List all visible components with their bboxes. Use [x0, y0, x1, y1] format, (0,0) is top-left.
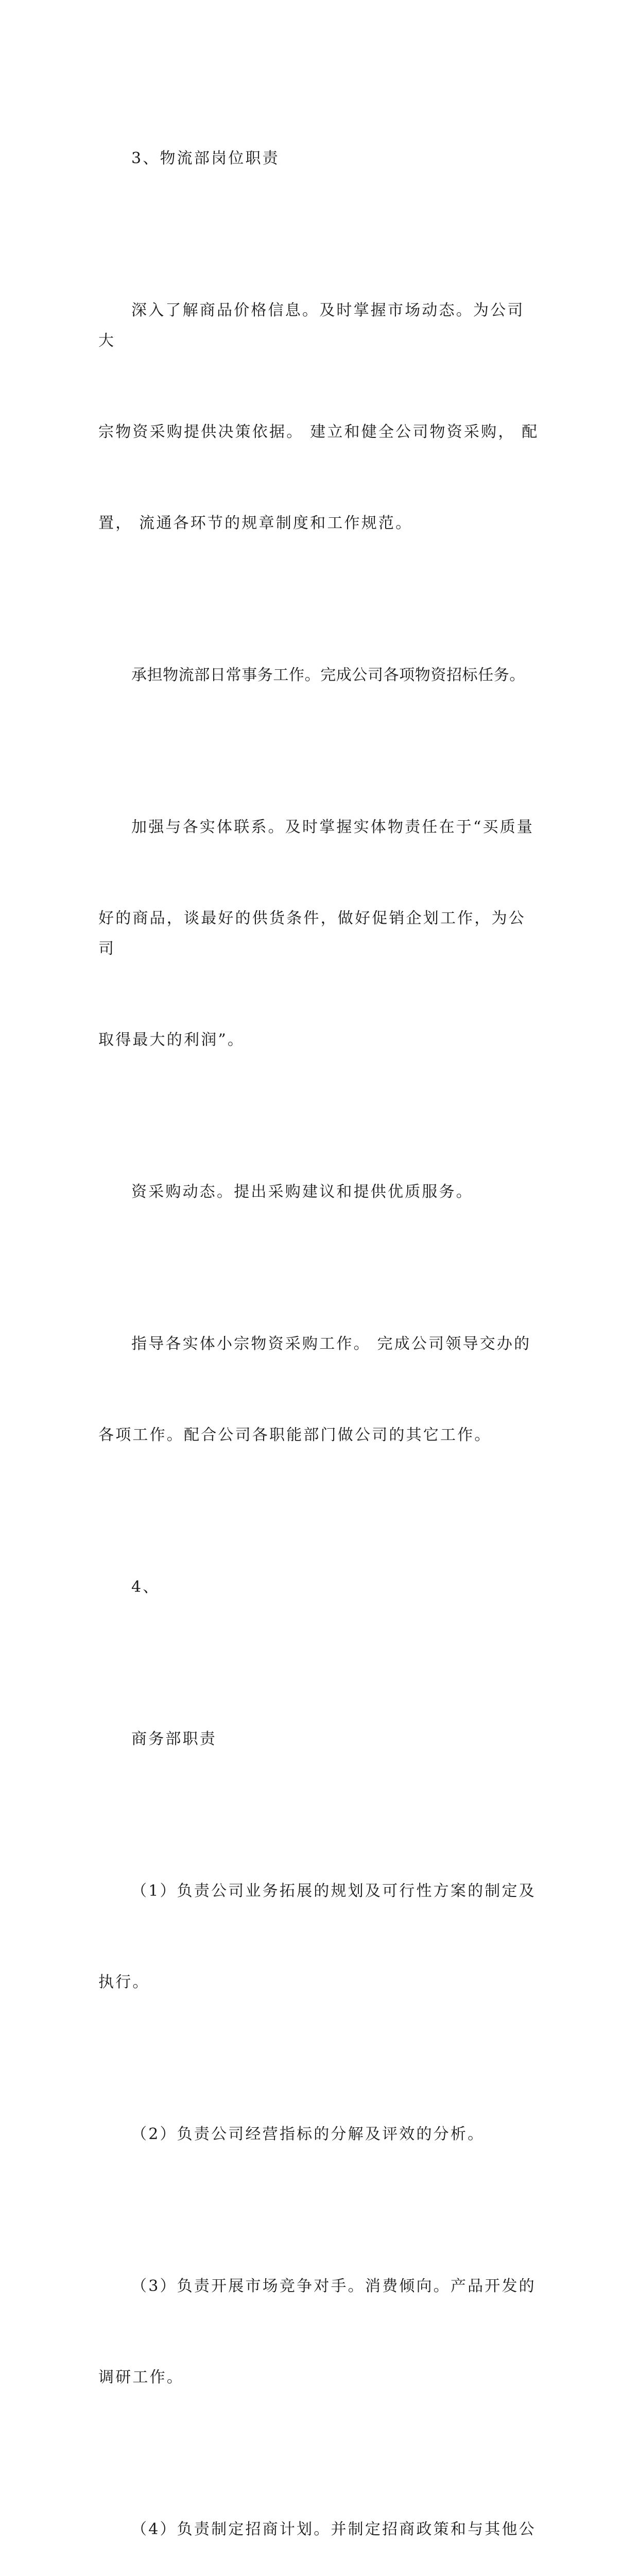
list-item — [98, 2453, 541, 2576]
text-line: 深入了解商品价格信息。及时掌握市场动态。为公司大 — [98, 301, 525, 350]
text-line: 商务部职责 — [131, 1730, 217, 1748]
text-line: 取得最大的利润”。 — [98, 1031, 245, 1049]
paragraph — [98, 599, 541, 751]
paragraph — [98, 751, 541, 1116]
text-line: （4）负责制定招商计划。并制定招商政策和与其他公 — [131, 2520, 536, 2538]
heading-logistics-duties — [98, 82, 541, 234]
document-body — [98, 82, 541, 2576]
paragraph — [98, 1268, 541, 1511]
text-line: 好的商品，谈最好的供货条件，做好促销企划工作，为公司 — [98, 909, 526, 958]
list-item — [98, 2058, 541, 2210]
paragraph — [98, 234, 541, 599]
text-line: 调研工作。 — [98, 2368, 184, 2386]
text-line: 4、 — [131, 1578, 160, 1596]
text-line: 各项工作。配合公司各职能部门做公司的其它工作。 — [98, 1426, 492, 1444]
text-line: （2）负责公司经营指标的分解及评效的分析。 — [131, 2125, 485, 2143]
list-item — [98, 2210, 541, 2453]
text-line: 执行。 — [98, 1973, 150, 1991]
text-line: （3）负责开展市场竞争对手。消费倾向。产品开发的 — [131, 2277, 536, 2295]
text-line: 宗物资采购提供决策依据。 建立和健全公司物资采购， 配 — [98, 423, 539, 441]
heading-commerce-duties — [98, 1663, 541, 1815]
heading-number — [98, 1511, 541, 1663]
text-line: 承担物流部日常事务工作。完成公司各项物资招标任务。 — [131, 666, 525, 684]
text-line: 指导各实体小宗物资采购工作。 完成公司领导交办的 — [131, 1335, 531, 1353]
paragraph — [98, 1116, 541, 1268]
text-line: 加强与各实体联系。及时掌握实体物责任在于“买质量 — [131, 818, 534, 836]
text-line: 资采购动态。提出采购建议和提供优质服务。 — [131, 1183, 473, 1201]
text-line: 置， 流通各环节的规章制度和工作规范。 — [98, 514, 413, 532]
text-line: 3、物流部岗位职责 — [131, 149, 280, 167]
list-item — [98, 1815, 541, 2058]
text-line: （1）负责公司业务拓展的规划及可行性方案的制定及 — [131, 1882, 536, 1900]
